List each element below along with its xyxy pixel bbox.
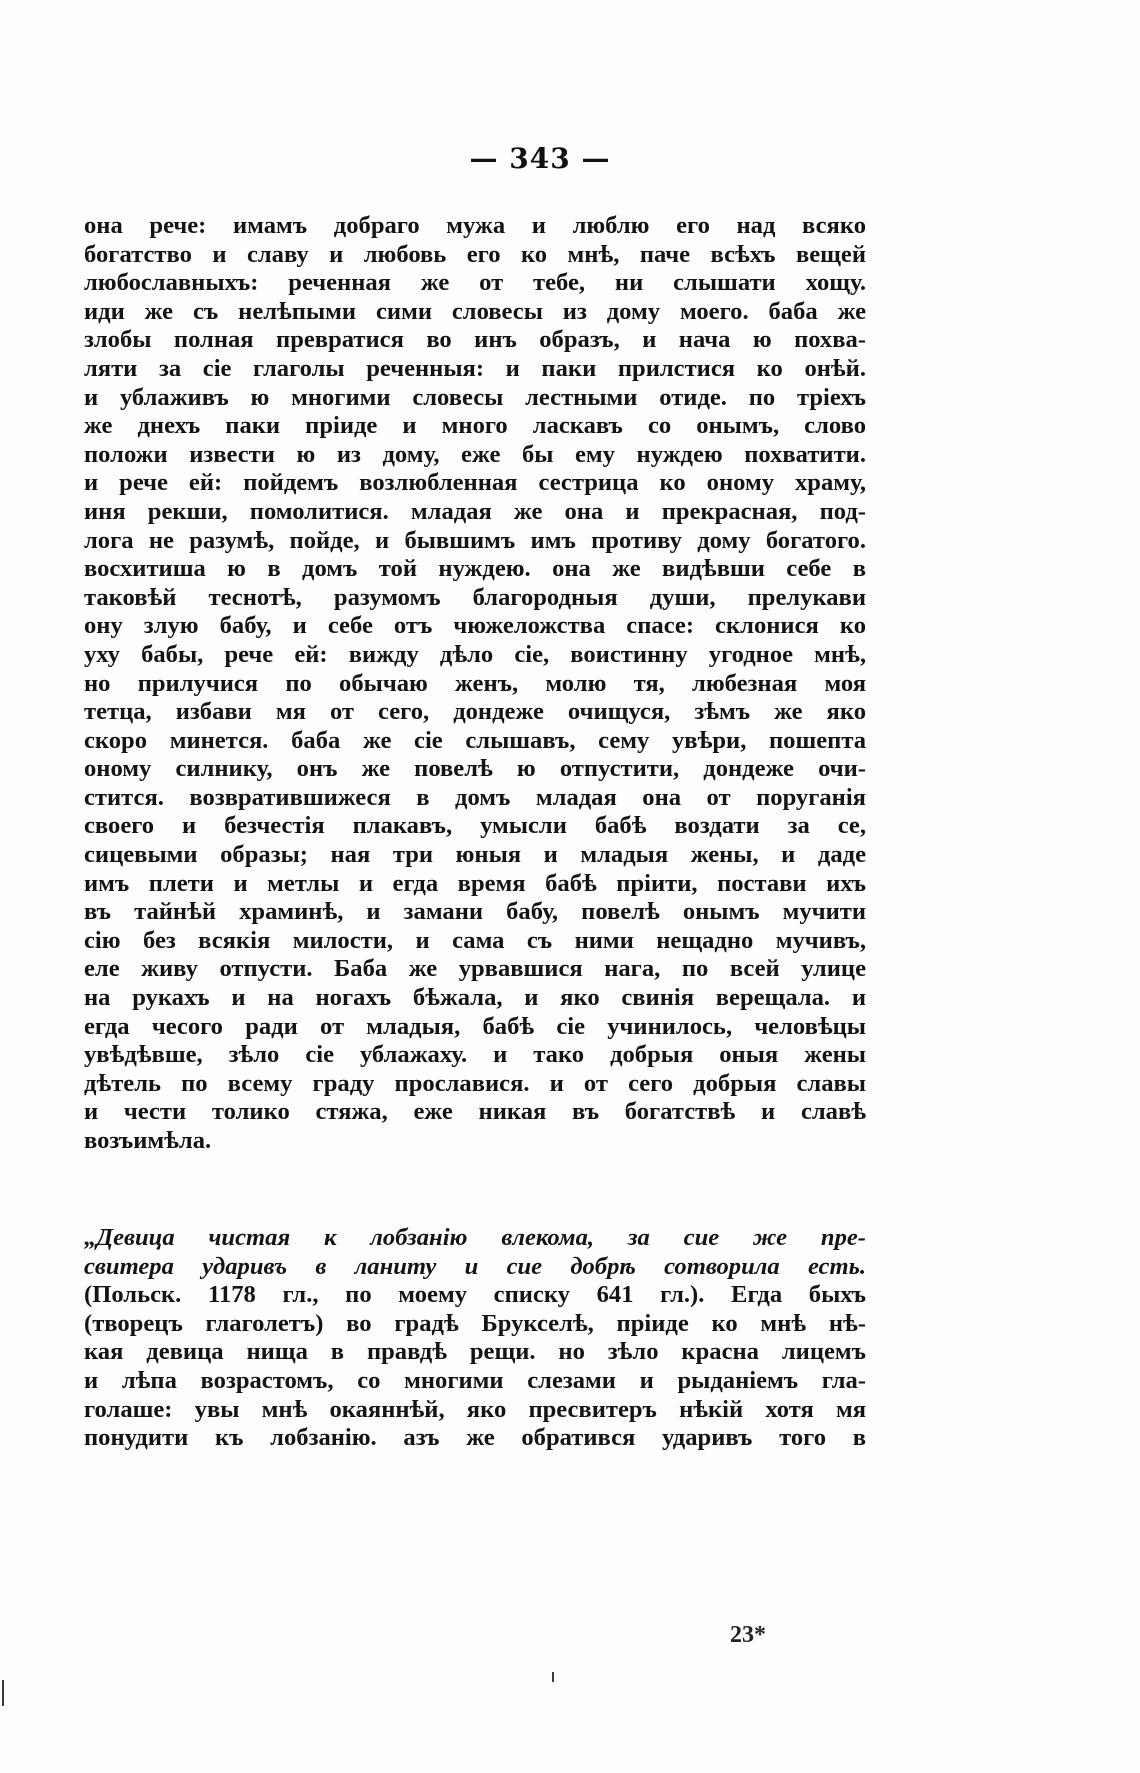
text-line: (творецъ глаголетъ) во градѣ Брукселѣ, пріиде ко мнѣ нѣ-: [84, 1309, 866, 1337]
text-line: лога не разумѣ, пойде, и бывшимъ имъ противу дому богатого.: [84, 526, 866, 554]
text-line: иня рекши, помолитися. младая же она и прекрасная, под-: [84, 497, 866, 525]
text-line: своего и безчестія плакавъ, умысли бабѣ воздати за се,: [84, 812, 866, 840]
text-line: оному силнику, онъ же повелѣ ю отпустити, дондеже очи-: [84, 755, 866, 783]
text-line: но прилучися по обычаю женъ, молю тя, любезная моя: [84, 669, 866, 697]
text-line: злобы полная превратися во инъ образъ, и нача ю похва-: [84, 326, 866, 354]
text-line: егда чесого ради от младыя, бабѣ сіе учинилось, человѣцы: [84, 1012, 866, 1040]
text-line: и рече ей: пойдемъ возлюбленная сестрица ко оному храму,: [84, 469, 866, 497]
text-line: скоро минется. баба же сіе слышавъ, сему увѣри, пошепта: [84, 726, 866, 754]
text-line: (Польск. 1178 гл., по моему списку 641 гл.). Егда быхъ: [84, 1281, 866, 1309]
text-line: возъимѣла.: [84, 1127, 212, 1154]
scan-speck: [2, 1680, 4, 1706]
signature-mark: 23*: [730, 1622, 766, 1648]
scan-speck: [552, 1672, 554, 1682]
text-line: стится. возвратившижеся в домъ младая она от поруганія: [84, 783, 866, 811]
text-line: сію без всякія милости, и сама съ ними нещадно мучивъ,: [84, 926, 866, 954]
text-line: иди же съ нелѣпыми сими словесы из дому моего. баба же: [84, 297, 866, 325]
text-line: еле живу отпусти. Баба же урвавшися нага, по всей улице: [84, 955, 866, 983]
paragraph-2: [84, 1224, 866, 1453]
paragraph-1: [84, 212, 866, 1156]
text-line: таковѣй теснотѣ, разумомъ благородныя души, прелукави: [84, 583, 866, 611]
text-line: въ тайнѣй храминѣ, и замани бабу, повелѣ онымъ мучити: [84, 898, 866, 926]
text-line: богатство и славу и любовь его ко мнѣ, паче всѣхъ вещей: [84, 240, 866, 268]
section-heading-line: „Девица чистая к лобзанію влекома, за сие же пре-: [84, 1224, 866, 1251]
page-number: — 343 —: [469, 142, 611, 175]
text-line: и лѣпа возрастомъ, со многими слезами и рыданіемъ гла-: [84, 1366, 866, 1394]
text-line: голаше: увы мнѣ окаяннѣй, яко пресвитеръ нѣкій хотя мя: [84, 1395, 866, 1423]
text-line: и чести толико стяжа, еже никая въ богатствѣ и славѣ: [84, 1098, 866, 1126]
section-heading-line: свитера ударивъ в ланиту и сие добрѣ сотворила есть.: [84, 1252, 866, 1280]
text-line: любославныхъ: реченная же от тебе, ни слышати хощу.: [84, 269, 866, 297]
text-line: восхитиша ю в домъ той нуждею. она же видѣвши себе в: [84, 555, 866, 583]
text-line: имъ плети и метлы и егда время бабѣ пріити, постави ихъ: [84, 869, 866, 897]
text-line: ону злую бабу, и себе отъ чюжеложства спасе: склонися ко: [84, 612, 866, 640]
text-line: на рукахъ и на ногахъ бѣжала, и яко свинія верещала. и: [84, 984, 866, 1012]
text-line: увѣдѣвше, зѣло сіе ублажаху. и тако добрыя оныя жены: [84, 1041, 866, 1069]
text-line: кая девица нища в правдѣ рещи. но зѣло красна лицемъ: [84, 1338, 866, 1366]
text-line: сицевыми образы; ная три юныя и младыя жены, и даде: [84, 841, 866, 869]
text-line: понудити къ лобзанію. азъ же обратився ударивъ того в: [84, 1424, 866, 1452]
text-line: и ублаживъ ю многими словесы лестными отиде. по тріехъ: [84, 383, 866, 411]
text-line: же днехъ паки пріиде и много ласкавъ со онымъ, слово: [84, 412, 866, 440]
text-line: тетца, избави мя от сего, дондеже очищуся, зѣмъ же яко: [84, 698, 866, 726]
text-line: она рече: имамъ добраго мужа и люблю его над всяко: [84, 212, 866, 239]
text-line: ляти за сіе глаголы реченныя: и паки прилстися ко онѣй.: [84, 354, 866, 382]
text-line: положи извести ю из дому, еже бы ему нуждею похватити.: [84, 440, 866, 468]
text-line: дѣтель по всему граду прославися. и от сего добрыя славы: [84, 1069, 866, 1097]
text-line: уху бабы, рече ей: вижду дѣло сіе, воистинну угодное мнѣ,: [84, 640, 866, 668]
